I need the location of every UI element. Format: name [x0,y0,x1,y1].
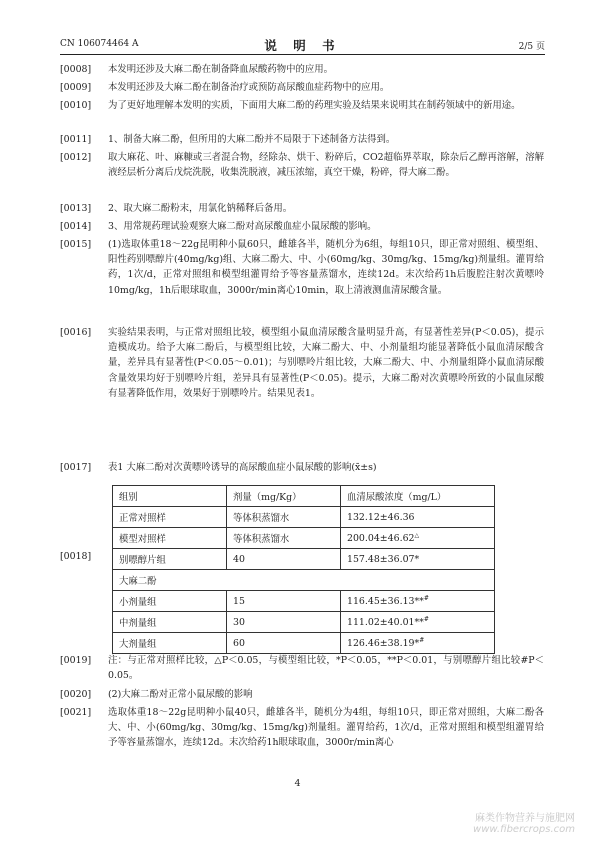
paragraph-number: [0020] [60,689,92,700]
cell-dose: 等体积蒸馏水 [227,528,341,549]
patent-number: CN 106074464 A [60,39,139,49]
table-caption: 表1 大麻二酚对次黄嘌呤诱导的高尿酸血症小鼠尿酸的影响(x̄±s) [108,462,377,473]
significance-mark: # [419,636,425,644]
table-row [113,633,495,654]
cell-dose: 15 [227,591,341,612]
significance-mark: # [423,594,429,602]
paragraph-text: 实验结果表明，与正常对照组比较，模型组小鼠血清尿酸含量明显升高，有显著性差异(P＜0.05)，提示造模成功。给予大麻二酚后，与模型组比较，大麻二酚大、中、小剂量组均能显著降低小鼠血清尿酸含量，差异具有显著性(P＜0.05～0.01)；与别嘌呤片组比较，大麻二酚大、中、小剂量组降小鼠血清尿酸含量效果均好于别嘌呤片组，差异具有显著性(P＜0.05)。提示，大麻二酚对次黄嘌呤所致的小鼠血尿酸有显著降低作用，效果好于别嘌呤片。结果见表1。 [108,327,544,399]
paragraph-0014 [60,219,544,234]
table-section-row [113,570,495,591]
significance-mark: △ [414,531,420,539]
significance-mark: # [423,615,429,623]
cell-dose: 30 [227,612,341,633]
results-table [112,485,495,654]
document-title: 说 明 书 [264,38,341,53]
paragraph-0010 [60,98,544,113]
paragraph-number: [0011] [60,134,92,145]
cell-value [341,528,495,549]
cell-group: 大剂量组 [113,633,227,654]
paragraph-0008 [60,62,544,77]
paragraph-number: [0016] [60,327,92,338]
paragraph-number: [0017] [60,462,92,473]
paragraph-number: [0019] [60,655,92,666]
cell-group: 正常对照样 [113,507,227,528]
page-info: 2/5 页 [518,42,545,52]
paragraph-number-0018: [0018] [60,551,92,562]
table-header-row [113,486,495,507]
paragraph-text: (1)选取体重18～22g昆明种小鼠60只，雌雄各半，随机分为6组，每组10只，即正常对照组、模型组、阳性药别嘌醇片(40mg/kg)组、大麻二酚大、中、小(60mg/kg、30mg/kg、15mg/kg)剂量组。灌胃给药，1次/d，正常对照组和模型组灌胃给予等容量蒸馏水，连续12d。末次给药1h后腹腔注射次黄嘌呤10mg/kg，1h后眼球取血，3000r/min离心10min，取上清液测血清尿酸含量。 [108,239,544,296]
paragraph-text: 1、制备大麻二酚，但所用的大麻二酚并不局限于下述制备方法得到。 [108,134,396,145]
paragraph-0015 [60,237,544,298]
watermark-url: www.fibercrops.com [473,824,575,835]
cell-value [341,633,495,654]
paragraph-number: [0013] [60,203,92,214]
paragraph-0009 [60,80,544,95]
cell-dose: 等体积蒸馏水 [227,507,341,528]
cell-group: 中剂量组 [113,612,227,633]
paragraph-0011 [60,132,544,147]
paragraph-number: [0015] [60,239,92,250]
header-uric-acid: 血清尿酸浓度（mg/L） [341,486,495,507]
cell-value: 132.12±46.36 [341,507,495,528]
paragraph-text: 本发明还涉及大麻二酚在制备治疗或预防高尿酸血症药物中的应用。 [108,82,390,93]
paragraph-text: 3、用常规药理试验观察大麻二酚对高尿酸血症小鼠尿酸的影响。 [108,221,377,232]
table-row [113,591,495,612]
cell-value [341,591,495,612]
page-number: 4 [294,778,301,789]
paragraph-number: [0010] [60,100,92,111]
paragraph-text: 2、取大麻二酚粉末，用氯化钠稀释后备用。 [108,203,293,214]
cell-dose: 60 [227,633,341,654]
table-row [113,549,495,570]
cell-value: 157.48±36.07* [341,549,495,570]
header-dose: 剂量（mg/Kg） [227,486,341,507]
paragraph-text: (2)大麻二酚对正常小鼠尿酸的影响 [108,689,253,700]
paragraph-0012 [60,150,544,180]
paragraph-text: 选取体重18～22g昆明种小鼠40只，雌雄各半，随机分为4组，每组10只，即正常对照组，大麻二酚各大、中、小(60mg/kg、30mg/kg、15mg/kg)剂量组。灌胃给药，1次/d，正常对照组和模型组灌胃给予等容量蒸馏水，连续12d。末次给药1h眼球取血，3000r/min离心 [108,707,544,749]
header-group: 组别 [113,486,227,507]
paragraph-number: [0021] [60,707,92,718]
table-row [113,528,495,549]
section-title: 大麻二酚 [113,570,495,591]
paragraph-0021 [60,705,544,751]
paragraph-0017 [60,460,544,475]
table-row [113,507,495,528]
cell-group: 小剂量组 [113,591,227,612]
value-text: 111.02±40.01** [347,617,424,629]
value-text: 116.45±36.13** [347,596,424,608]
paragraph-number: [0014] [60,221,92,232]
paragraph-number: [0008] [60,64,92,75]
watermark-title: 麻类作物营养与施肥网 [475,813,575,824]
paragraph-0019 [60,653,544,683]
paragraph-number: [0009] [60,82,92,93]
paragraph-number: [0012] [60,152,92,163]
cell-dose: 40 [227,549,341,570]
paragraph-text: 为了更好地理解本发明的实质，下面用大麻二酚的药理实验及结果来说明其在制药领域中的新用途。 [108,100,521,111]
paragraph-0016 [60,325,544,401]
cell-group: 模型对照样 [113,528,227,549]
table-row [113,612,495,633]
paragraph-text: 取大麻花、叶、麻糠或三者混合物，经除杂、烘干、粉碎后，CO2超临界萃取，除杂后乙醇再溶解，溶解液经层析分离后戊烷洗脱，收集洗脱液，减压浓缩，真空干燥，粉碎，得大麻二酚。 [108,152,544,179]
cell-group: 别嘌醇片组 [113,549,227,570]
value-text: 200.04±46.62 [347,533,415,545]
paragraph-text: 本发明还涉及大麻二酚在制备降血尿酸药物中的应用。 [108,64,334,75]
cell-value [341,612,495,633]
page-header [60,36,545,55]
value-text: 126.46±38.19* [347,638,420,650]
paragraph-0013 [60,201,544,216]
paragraph-0020 [60,687,544,702]
table-note: 注：与正常对照样比较，△P＜0.05，与模型组比较，*P＜0.05，**P＜0.01，与别嘌醇片组比较#P＜0.05。 [108,655,544,682]
